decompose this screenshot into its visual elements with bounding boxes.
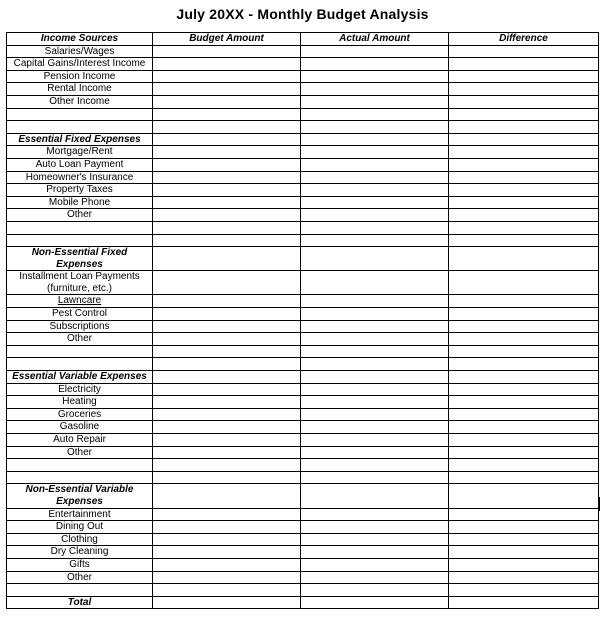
row-label-text: Total — [67, 596, 92, 608]
section-heading — [7, 247, 153, 271]
difference-cell[interactable] — [449, 146, 599, 159]
row-label — [7, 571, 153, 584]
budget-amount-cell[interactable] — [153, 371, 301, 384]
table-row — [7, 508, 599, 521]
total-label — [7, 596, 153, 609]
budget-amount-cell[interactable] — [153, 434, 301, 447]
row-label — [7, 421, 153, 434]
actual-amount-cell[interactable] — [301, 158, 449, 171]
budget-amount-cell[interactable] — [153, 333, 301, 346]
budget-amount-cell[interactable] — [153, 158, 301, 171]
difference-cell[interactable] — [449, 158, 599, 171]
budget-amount-cell[interactable] — [153, 383, 301, 396]
table-row — [7, 571, 599, 584]
actual-amount-cell[interactable] — [301, 408, 449, 421]
difference-cell[interactable] — [449, 184, 599, 197]
table-row — [7, 158, 599, 171]
actual-amount-cell[interactable] — [301, 271, 449, 295]
row-label — [7, 533, 153, 546]
blank-row — [7, 221, 599, 234]
budget-amount-cell[interactable] — [153, 247, 301, 271]
row-label-text: Installment Loan Payments (furniture, etc.) — [19, 271, 140, 294]
table-row — [7, 320, 599, 333]
actual-amount-cell[interactable] — [301, 345, 449, 358]
blank-cell — [7, 345, 153, 358]
row-label-text: Pension Income — [43, 70, 116, 82]
actual-amount-cell[interactable] — [301, 184, 449, 197]
row-label — [7, 446, 153, 459]
row-label-text: Essential Fixed Expenses — [18, 133, 141, 145]
row-label-text: Lawncare — [57, 295, 102, 307]
budget-amount-cell[interactable] — [153, 95, 301, 108]
row-label-text: Dry Cleaning — [50, 546, 109, 558]
budget-amount-cell[interactable] — [153, 295, 301, 308]
row-label-text: Auto Loan Payment — [35, 158, 124, 170]
difference-cell[interactable] — [449, 271, 599, 295]
difference-cell[interactable] — [449, 596, 599, 609]
difference-cell[interactable] — [449, 383, 599, 396]
difference-cell[interactable] — [449, 508, 599, 521]
table-row — [7, 408, 599, 421]
budget-amount-cell[interactable] — [153, 508, 301, 521]
actual-amount-cell[interactable] — [301, 83, 449, 96]
row-label — [7, 408, 153, 421]
row-label-text: Rental Income — [47, 83, 112, 95]
difference-cell[interactable] — [449, 133, 599, 146]
row-label — [7, 95, 153, 108]
row-label — [7, 383, 153, 396]
header-budget-amount: Budget Amount — [153, 33, 301, 46]
row-label — [7, 184, 153, 197]
budget-amount-cell[interactable] — [153, 221, 301, 234]
blank-cell — [7, 584, 153, 597]
difference-cell[interactable] — [449, 446, 599, 459]
budget-amount-cell[interactable] — [153, 546, 301, 559]
budget-amount-cell[interactable] — [153, 421, 301, 434]
row-label-text: Non-Essential Fixed Expenses — [31, 247, 128, 270]
row-label-text: Other Income — [49, 95, 110, 107]
actual-amount-cell[interactable] — [301, 196, 449, 209]
table-row — [7, 171, 599, 184]
actual-amount-cell[interactable] — [301, 358, 449, 371]
difference-cell[interactable] — [449, 333, 599, 346]
table-row — [7, 421, 599, 434]
table-row — [7, 70, 599, 83]
budget-amount-cell[interactable] — [153, 209, 301, 222]
difference-cell[interactable] — [449, 434, 599, 447]
row-label — [7, 434, 153, 447]
difference-cell[interactable] — [449, 308, 599, 321]
table-row — [7, 271, 599, 295]
actual-amount-cell[interactable] — [301, 221, 449, 234]
row-label-text: Non-Essential Variable Expenses — [25, 484, 134, 507]
difference-cell[interactable] — [449, 320, 599, 333]
budget-amount-cell[interactable] — [153, 70, 301, 83]
row-label — [7, 45, 153, 58]
actual-amount-cell[interactable] — [301, 58, 449, 71]
actual-amount-cell[interactable] — [301, 70, 449, 83]
blank-cell — [7, 108, 153, 121]
budget-amount-cell[interactable] — [153, 596, 301, 609]
difference-cell[interactable] — [449, 171, 599, 184]
row-label-text: Other — [66, 209, 92, 221]
actual-amount-cell[interactable] — [301, 333, 449, 346]
actual-amount-cell[interactable] — [301, 571, 449, 584]
row-label — [7, 295, 153, 308]
budget-amount-cell[interactable] — [153, 146, 301, 159]
actual-amount-cell[interactable] — [301, 546, 449, 559]
table-row — [7, 533, 599, 546]
difference-cell[interactable] — [449, 45, 599, 58]
budget-amount-cell[interactable] — [153, 133, 301, 146]
budget-amount-cell[interactable] — [153, 58, 301, 71]
header-actual-amount: Actual Amount — [301, 33, 449, 46]
blank-cell — [7, 234, 153, 247]
budget-amount-cell[interactable] — [153, 459, 301, 472]
difference-cell[interactable] — [449, 70, 599, 83]
difference-cell[interactable] — [449, 121, 599, 134]
budget-amount-cell[interactable] — [153, 345, 301, 358]
table-row — [7, 83, 599, 96]
row-label-text: Auto Repair — [53, 434, 106, 445]
difference-cell[interactable] — [449, 83, 599, 96]
actual-amount-cell[interactable] — [301, 446, 449, 459]
row-label-text: Mortgage/Rent — [46, 146, 113, 158]
row-label-text: Dining Out — [55, 521, 104, 533]
header-income-sources: Income Sources — [7, 33, 153, 46]
header-difference: Difference — [449, 33, 599, 46]
blank-row — [7, 459, 599, 472]
budget-table — [6, 32, 599, 609]
blank-cell — [7, 221, 153, 234]
row-label — [7, 521, 153, 534]
row-label-text: Property Taxes — [46, 184, 113, 196]
budget-amount-cell[interactable] — [153, 533, 301, 546]
difference-cell[interactable] — [449, 58, 599, 71]
budget-amount-cell[interactable] — [153, 271, 301, 295]
table-row — [7, 434, 599, 447]
blank-cell — [7, 358, 153, 371]
budget-amount-cell[interactable] — [153, 571, 301, 584]
row-label-text: Electricity — [58, 383, 101, 395]
actual-amount-cell[interactable] — [301, 45, 449, 58]
actual-amount-cell[interactable] — [301, 584, 449, 597]
row-label — [7, 271, 153, 295]
row-label-text: Mobile Phone — [48, 196, 111, 208]
table-row — [7, 521, 599, 534]
actual-amount-cell[interactable] — [301, 383, 449, 396]
table-row — [7, 383, 599, 396]
table-row — [7, 295, 599, 308]
blank-row — [7, 358, 599, 371]
blank-row — [7, 234, 599, 247]
table-row — [7, 209, 599, 222]
budget-amount-cell[interactable] — [153, 558, 301, 571]
row-label-text: Other — [66, 333, 92, 345]
budget-amount-cell[interactable] — [153, 396, 301, 409]
row-label — [7, 209, 153, 222]
table-row — [7, 95, 599, 108]
blank-cell — [7, 121, 153, 134]
row-label-text: Capital Gains/Interest Income — [13, 58, 146, 70]
table-row — [7, 333, 599, 346]
row-label-text: Entertainment — [48, 508, 111, 520]
actual-amount-cell[interactable] — [301, 484, 449, 508]
difference-cell[interactable] — [449, 533, 599, 546]
actual-amount-cell[interactable] — [301, 209, 449, 222]
budget-amount-cell[interactable] — [153, 108, 301, 121]
budget-amount-cell[interactable] — [153, 121, 301, 134]
table-row — [7, 58, 599, 71]
section-row — [7, 371, 599, 384]
actual-amount-cell[interactable] — [301, 320, 449, 333]
difference-cell[interactable] — [449, 459, 599, 472]
row-label — [7, 58, 153, 71]
difference-cell[interactable] — [449, 247, 599, 271]
difference-cell[interactable] — [449, 421, 599, 434]
actual-amount-cell[interactable] — [301, 308, 449, 321]
actual-amount-cell[interactable] — [301, 146, 449, 159]
section-row — [7, 484, 599, 508]
header-row — [7, 33, 599, 46]
actual-amount-cell[interactable] — [301, 471, 449, 484]
section-row — [7, 133, 599, 146]
budget-amount-cell[interactable] — [153, 234, 301, 247]
row-label-text: Homeowner's Insurance — [25, 171, 134, 183]
table-row — [7, 196, 599, 209]
section-heading — [7, 133, 153, 146]
row-label-text: Gasoline — [59, 421, 100, 433]
actual-amount-cell[interactable] — [301, 133, 449, 146]
row-label-text: Pest Control — [51, 308, 108, 320]
section-row — [7, 247, 599, 271]
row-label — [7, 558, 153, 571]
budget-amount-cell[interactable] — [153, 45, 301, 58]
difference-cell[interactable] — [449, 108, 599, 121]
row-label-text: Groceries — [57, 408, 102, 420]
total-row — [7, 596, 599, 609]
difference-cell[interactable] — [449, 95, 599, 108]
budget-amount-cell[interactable] — [153, 171, 301, 184]
table-row — [7, 184, 599, 197]
difference-cell[interactable] — [449, 358, 599, 371]
row-label-text: Clothing — [61, 533, 98, 545]
budget-body — [7, 45, 599, 609]
actual-amount-cell[interactable] — [301, 95, 449, 108]
difference-cell[interactable] — [449, 558, 599, 571]
row-label — [7, 308, 153, 321]
difference-cell[interactable] — [449, 196, 599, 209]
difference-cell[interactable] — [449, 209, 599, 222]
blank-row — [7, 345, 599, 358]
budget-amount-cell[interactable] — [153, 184, 301, 197]
difference-cell[interactable] — [449, 546, 599, 559]
row-label-text: Salaries/Wages — [44, 45, 115, 57]
budget-amount-cell[interactable] — [153, 446, 301, 459]
budget-amount-cell[interactable] — [153, 196, 301, 209]
blank-row — [7, 121, 599, 134]
table-row — [7, 308, 599, 321]
row-label-text: Essential Variable Expenses — [12, 371, 147, 383]
row-label-text: Other — [66, 571, 92, 583]
row-label — [7, 83, 153, 96]
difference-cell[interactable] — [449, 345, 599, 358]
row-label — [7, 146, 153, 159]
blank-row — [7, 584, 599, 597]
actual-amount-cell[interactable] — [301, 558, 449, 571]
actual-amount-cell[interactable] — [301, 396, 449, 409]
actual-amount-cell[interactable] — [301, 596, 449, 609]
row-label — [7, 333, 153, 346]
row-label-text: Other — [66, 446, 92, 458]
difference-cell[interactable] — [449, 234, 599, 247]
row-label — [7, 320, 153, 333]
actual-amount-cell[interactable] — [301, 421, 449, 434]
actual-amount-cell[interactable] — [301, 533, 449, 546]
row-label — [7, 171, 153, 184]
difference-cell[interactable] — [449, 471, 599, 484]
budget-amount-cell[interactable] — [153, 83, 301, 96]
budget-amount-cell[interactable] — [153, 521, 301, 534]
blank-row — [7, 108, 599, 121]
row-label — [7, 508, 153, 521]
difference-cell[interactable] — [449, 221, 599, 234]
difference-cell[interactable] — [449, 408, 599, 421]
difference-cell[interactable] — [449, 584, 599, 597]
budget-amount-cell[interactable] — [153, 584, 301, 597]
actual-amount-cell[interactable] — [301, 434, 449, 447]
text-cursor-mark — [598, 497, 600, 511]
difference-cell[interactable] — [449, 521, 599, 534]
budget-amount-cell[interactable] — [153, 471, 301, 484]
actual-amount-cell[interactable] — [301, 508, 449, 521]
difference-cell[interactable] — [449, 571, 599, 584]
actual-amount-cell[interactable] — [301, 521, 449, 534]
actual-amount-cell[interactable] — [301, 121, 449, 134]
row-label — [7, 158, 153, 171]
table-row — [7, 446, 599, 459]
budget-amount-cell[interactable] — [153, 484, 301, 508]
row-label — [7, 396, 153, 409]
page-title: July 20XX - Monthly Budget Analysis — [176, 6, 429, 22]
budget-amount-cell[interactable] — [153, 408, 301, 421]
difference-cell[interactable] — [449, 396, 599, 409]
row-label — [7, 70, 153, 83]
table-row — [7, 396, 599, 409]
difference-cell[interactable] — [449, 484, 599, 508]
budget-amount-cell[interactable] — [153, 358, 301, 371]
table-row — [7, 558, 599, 571]
table-row — [7, 45, 599, 58]
row-label-text: Heating — [62, 396, 97, 408]
difference-cell[interactable] — [449, 295, 599, 308]
row-label — [7, 196, 153, 209]
section-heading — [7, 484, 153, 508]
budget-amount-cell[interactable] — [153, 320, 301, 333]
blank-cell — [7, 459, 153, 472]
actual-amount-cell[interactable] — [301, 459, 449, 472]
actual-amount-cell[interactable] — [301, 247, 449, 271]
budget-amount-cell[interactable] — [153, 308, 301, 321]
blank-cell — [7, 471, 153, 484]
section-heading — [7, 371, 153, 384]
row-label — [7, 546, 153, 559]
actual-amount-cell[interactable] — [301, 108, 449, 121]
row-label-text: Subscriptions — [49, 320, 110, 332]
actual-amount-cell[interactable] — [301, 171, 449, 184]
actual-amount-cell[interactable] — [301, 371, 449, 384]
actual-amount-cell[interactable] — [301, 234, 449, 247]
actual-amount-cell[interactable] — [301, 295, 449, 308]
row-label-text: Gifts — [69, 558, 90, 570]
table-row — [7, 146, 599, 159]
difference-cell[interactable] — [449, 371, 599, 384]
table-row — [7, 546, 599, 559]
blank-row — [7, 471, 599, 484]
